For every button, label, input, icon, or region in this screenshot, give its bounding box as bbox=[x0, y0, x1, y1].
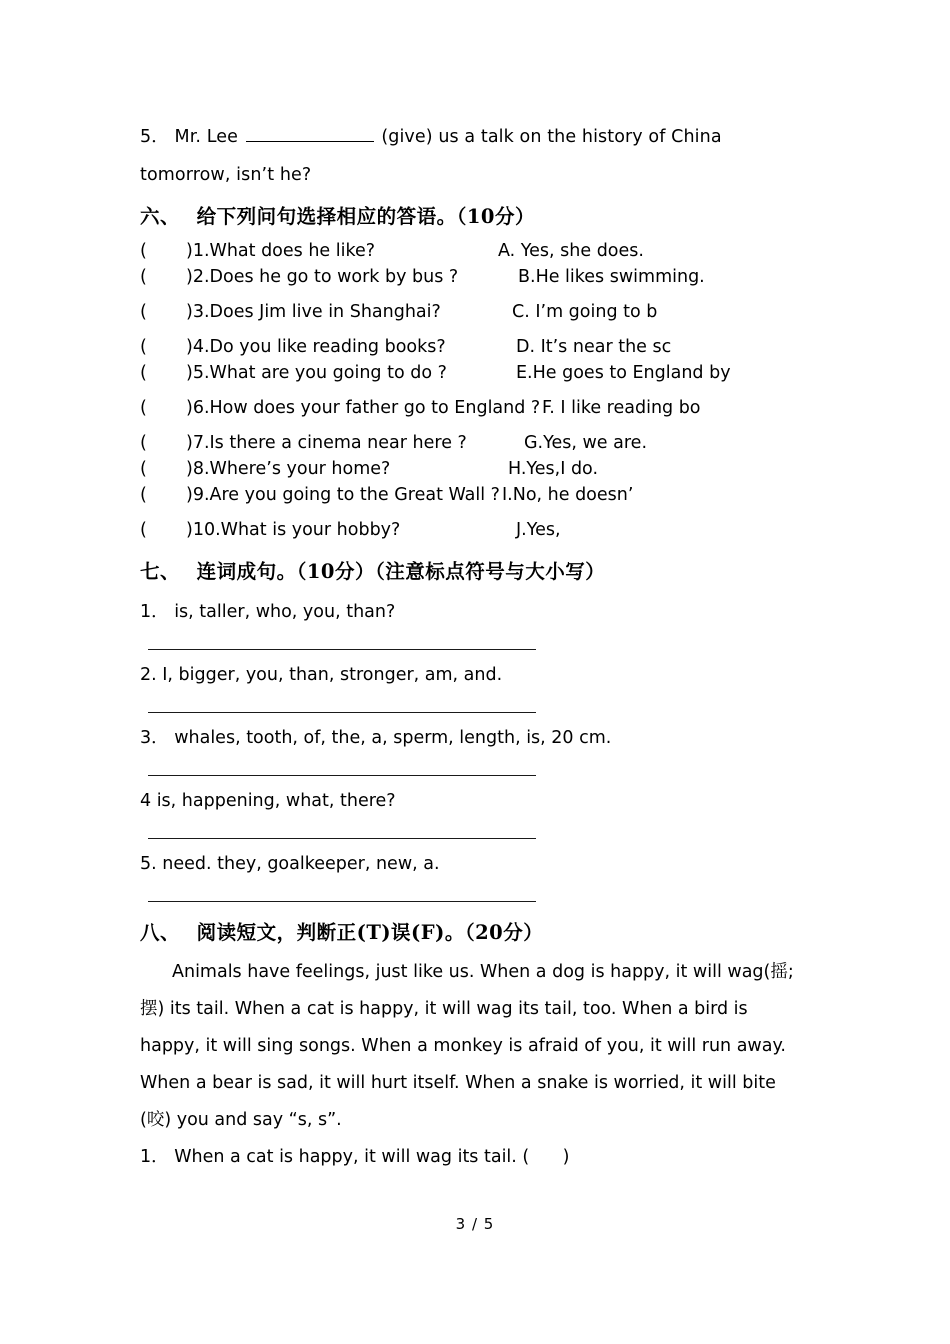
list-item bbox=[140, 845, 812, 902]
answer-rule[interactable] bbox=[148, 649, 536, 650]
word-order-prompt: 2. I, bigger, you, than, stronger, am, and. bbox=[140, 665, 503, 685]
list-item bbox=[140, 656, 812, 713]
matching-question: ( )7.Is there a cinema near here ? bbox=[140, 430, 480, 456]
matching-question-text: 5.What are you going to do ? bbox=[192, 363, 447, 383]
matching-question-text: 2.Does he go to work by bus ? bbox=[192, 267, 459, 287]
section-6-title: 给下列问句选择相应的答语。（10分） bbox=[196, 205, 535, 228]
section-7-heading bbox=[140, 555, 812, 589]
matching-question: ( )4.Do you like reading books? bbox=[140, 334, 480, 360]
section-8-index: 八、 bbox=[140, 921, 181, 944]
page-content bbox=[140, 118, 812, 1176]
table-row bbox=[140, 456, 812, 482]
matching-list bbox=[140, 238, 812, 543]
table-row bbox=[140, 264, 812, 290]
answer-blank[interactable] bbox=[246, 127, 374, 142]
answer-paren[interactable]: ( bbox=[140, 363, 147, 383]
matching-question-text: 8.Where’s your home? bbox=[192, 459, 391, 479]
answer-paren[interactable]: ( bbox=[140, 267, 147, 287]
answer-rule[interactable] bbox=[148, 901, 536, 902]
list-item bbox=[140, 782, 812, 839]
list-item bbox=[140, 593, 812, 650]
answer-rule[interactable] bbox=[148, 775, 536, 776]
matching-question: ( )5.What are you going to do ? bbox=[140, 360, 480, 386]
matching-question: ( )6.How does your father go to England ? bbox=[140, 395, 538, 421]
answer-paren[interactable]: ( bbox=[140, 459, 147, 479]
table-row bbox=[140, 299, 812, 325]
matching-question: ( )10.What is your hobby? bbox=[140, 517, 480, 543]
answer-paren[interactable]: ( bbox=[140, 520, 147, 540]
matching-answer: F. I like reading bo bbox=[542, 398, 701, 418]
matching-answer: H.Yes,I do. bbox=[508, 459, 599, 479]
reading-passage bbox=[140, 954, 812, 1139]
answer-paren[interactable]: ( bbox=[140, 398, 147, 418]
matching-question: ( )9.Are you going to the Great Wall ? bbox=[140, 482, 480, 508]
matching-answer: I.No, he doesn’ bbox=[502, 485, 634, 505]
passage-text: Animals have feelings, just like us. When a dog is happy, it will wag(摇; 摆) its tail. When a cat is happy, it will wag its tail, too. When a bird is happy, it will sing songs. When a monkey is afraid of you, it will run away. When a bear is sad, it will hurt itself. When a snake is worried, it will bite (咬) you and say “s, s”. bbox=[140, 962, 800, 1130]
answer-paren[interactable]: ( bbox=[140, 337, 147, 357]
question-5-fill-blank bbox=[140, 118, 812, 156]
answer-paren[interactable]: ( bbox=[140, 485, 147, 505]
matching-question-text: 10.What is your hobby? bbox=[192, 520, 401, 540]
question-5-suffix: (give) us a talk on the history of China bbox=[375, 127, 722, 147]
matching-question-text: 9.Are you going to the Great Wall ? bbox=[192, 485, 500, 505]
matching-question: ( )2.Does he go to work by bus ? bbox=[140, 264, 480, 290]
section-7-index: 七、 bbox=[140, 560, 181, 583]
section-6-index: 六、 bbox=[140, 205, 181, 228]
section-6-heading bbox=[140, 200, 812, 234]
matching-answer: C. I’m going to b bbox=[512, 302, 658, 322]
matching-answer: J.Yes, bbox=[516, 520, 561, 540]
page-number: 3 / 5 bbox=[455, 1215, 495, 1233]
table-row bbox=[140, 334, 812, 360]
matching-answer: G.Yes, we are. bbox=[524, 433, 648, 453]
matching-answer: B.He likes swimming. bbox=[518, 267, 705, 287]
matching-question-text: 6.How does your father go to England ? bbox=[192, 398, 541, 418]
table-row bbox=[140, 395, 812, 421]
table-row bbox=[140, 517, 812, 543]
table-row bbox=[140, 238, 812, 264]
page-footer bbox=[0, 1215, 950, 1233]
section-8-title: 阅读短文，判断正(T)误(F)。（20分） bbox=[196, 921, 544, 944]
table-row bbox=[140, 482, 812, 508]
answer-paren[interactable]: ( bbox=[140, 241, 147, 261]
word-order-prompt: 5. need. they, goalkeeper, new, a. bbox=[140, 854, 440, 874]
answer-paren[interactable]: ( bbox=[140, 433, 147, 453]
question-5-line2: tomorrow, isn’t he? bbox=[140, 165, 312, 185]
answer-rule[interactable] bbox=[148, 838, 536, 839]
answer-rule[interactable] bbox=[148, 712, 536, 713]
matching-question-text: 1.What does he like? bbox=[192, 241, 376, 261]
section-7-title: 连词成句。（10分）（注意标点符号与大小写） bbox=[196, 560, 606, 583]
matching-question: ( )1.What does he like? bbox=[140, 238, 480, 264]
word-order-prompt: 4 is, happening, what, there? bbox=[140, 791, 396, 811]
tf-question: 1． When a cat is happy, it will wag its tail. ( ) bbox=[140, 1147, 570, 1167]
table-row bbox=[140, 360, 812, 386]
word-order-prompt: 3． whales, tooth, of, the, a, sperm, length, is, 20 cm. bbox=[140, 728, 612, 748]
list-item bbox=[140, 719, 812, 776]
matching-answer: D. It’s near the sc bbox=[516, 337, 672, 357]
matching-question: ( )3.Does Jim live in Shanghai? bbox=[140, 299, 480, 325]
matching-question: ( )8.Where’s your home? bbox=[140, 456, 480, 482]
section-8-heading bbox=[140, 916, 812, 950]
answer-paren[interactable]: ( bbox=[140, 302, 147, 322]
matching-answer: E.He goes to England by bbox=[516, 363, 731, 383]
word-order-prompt: 1． is, taller, who, you, than? bbox=[140, 602, 396, 622]
question-5-prefix: 5． Mr. Lee bbox=[140, 127, 244, 147]
matching-question-text: 4.Do you like reading books? bbox=[192, 337, 446, 357]
matching-question-text: 3.Does Jim live in Shanghai? bbox=[192, 302, 441, 322]
table-row bbox=[140, 430, 812, 456]
matching-answer: A. Yes, she does. bbox=[498, 241, 644, 261]
matching-question-text: 7.Is there a cinema near here ? bbox=[192, 433, 467, 453]
